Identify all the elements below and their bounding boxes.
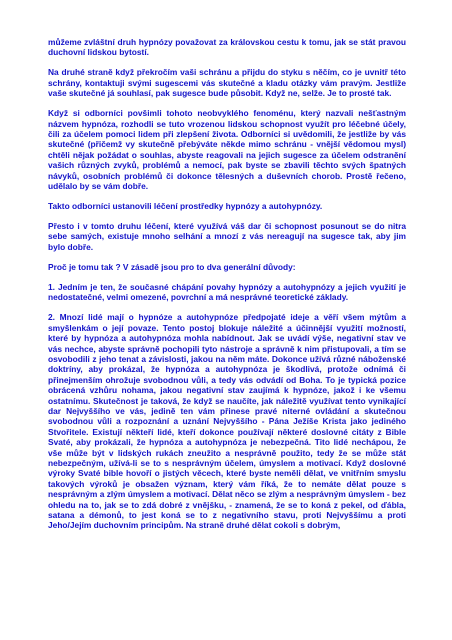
paragraph-6: Proč je tomu tak ? V zásadě jsou pro to dva generální důvody: <box>48 261 296 272</box>
paragraph-3: Když si odborníci povšimli tohoto neobvyklého fenoménu, který nazvali nešťastným názvem hypnóza, rozhodli se tuto vrozenou lidskou schopnost využít pro léčebné účely, čili za účelem pomoci lidem při zlepšení života. Odborníci si uvědomili, že jestliže by vás skutečné (přičemž vy skutečně přebýváte někde mimo schránu - vnější vědomou mysl) chtěli nějak požádat o souhlas, abyste reagovali na jejich sugesce za účelem odstranění vašich různých zvyků, problémů a nemocí, pak byste se zbavili těchto svých špatných návyků, osobních problémů či dokonce tělesných a duševních chorob. Prostě řečeno, udělalo by se vám dobře. <box>48 108 406 192</box>
paragraph-7: 1. Jedním je ten, že současné chápání povahy hypnózy a autohypnózy a jejich využití je nedostatečné, velmi omezené, povrchní a má nesprávné teoretické základy. <box>48 281 406 303</box>
paragraph-2: Na druhé straně když překročím vaši schránu a přijdu do styku s něčím, co je uvnitř této schrány, kontaktuji svými sugescemi vás skutečné a kladu otázky vám pravým. Jestliže vaše skutečné já souhlasí, pak sugesce bude působit. Když ne, selže. Je to prosté tak. <box>48 67 406 99</box>
paragraph-4: Takto odborníci ustanovili léčení prostředky hypnózy a autohypnózy. <box>48 201 323 212</box>
paragraph-1: můžeme zvláštní druh hypnózy považovat za královskou cestu k tomu, jak se stát pravou duchovní lidskou bytostí. <box>48 37 406 58</box>
paragraph-8: 2. Mnozí lidé mají o hypnóze a autohypnóze předpojaté ideje a věří všem mýtům a smyšlenkám o její povaze. Tento postoj blokuje náležité a účinnější využití možností, které by hypnóza a autohypnóza mohla nabídnout. Jak se uvádí výše, negativní stav ve vás nechce, abyste správně pochopili tyto nástroje a správně k nim přistupovali, a tím se osvobodili z jeho tenat a závislosti, jakou na něm máte. Dokonce užívá různé náboženské doktríny, aby prokázal, že hypnóza a autohypnóza je škodlivá, protože odnímá či přinejmenším ohrožuje svobodnou vůli, a tedy vás odvádí od Boha. To je typická pozice obrácená vzhůru nohama, jakou negativní stav zaujímá k hypnóze, jakož i ke všemu ostatnímu. Skutečnost je taková, že když se naučíte, jak náležitě využívat tento vynikající dar Nejvyššího ve vás, jedině ten vám přinese pravé niterné ovládání a skutečnou svobodnou vůli a rozpoznání a uznání Nejvyššího - Pána Ježíše Krista jako jediného Stvořitele. Existují někteří lidé, kteří dokonce používají některé doslovné citáty z Bible Svaté, aby prokázali, že hypnóza a autohypnóza je nebezpečná. Tito lidé nechápou, že vše může být v lidských rukách zneužito a nesprávně použito, tedy že se může stát nebezpečným, užívá-li se to s nesprávným účelem, úmyslem a motivací. Když doslovné výroky Svaté bible hovoří o jistých věcech, které byste neměli dělat, ve vnitřním smyslu takových výroků je obsažen význam, který vám říká, že to nemáte dělat pouze s nesprávným a zlým úmyslem a motivací. Dělat něco se zlým a nesprávným úmyslem - bez ohledu na to, jak se to zdá dobré z vnějšku, - znamená, že se to koná z pekel, od ďábla, satana a démonů, to jest koná se to z negativního stavu, proti Nejvyššímu a proti Jeho/Jejím duchovním principům. Na straně druhé dělat cokoli s dobrým, <box>48 312 406 531</box>
paragraph-5: Přesto i v tomto druhu léčení, které využívá váš dar či schopnost posunout se do nitra sebe samých, existuje mnoho selhání a mnozí z vás nereagují na sugesce tak, aby jim bylo dobře. <box>48 221 406 252</box>
